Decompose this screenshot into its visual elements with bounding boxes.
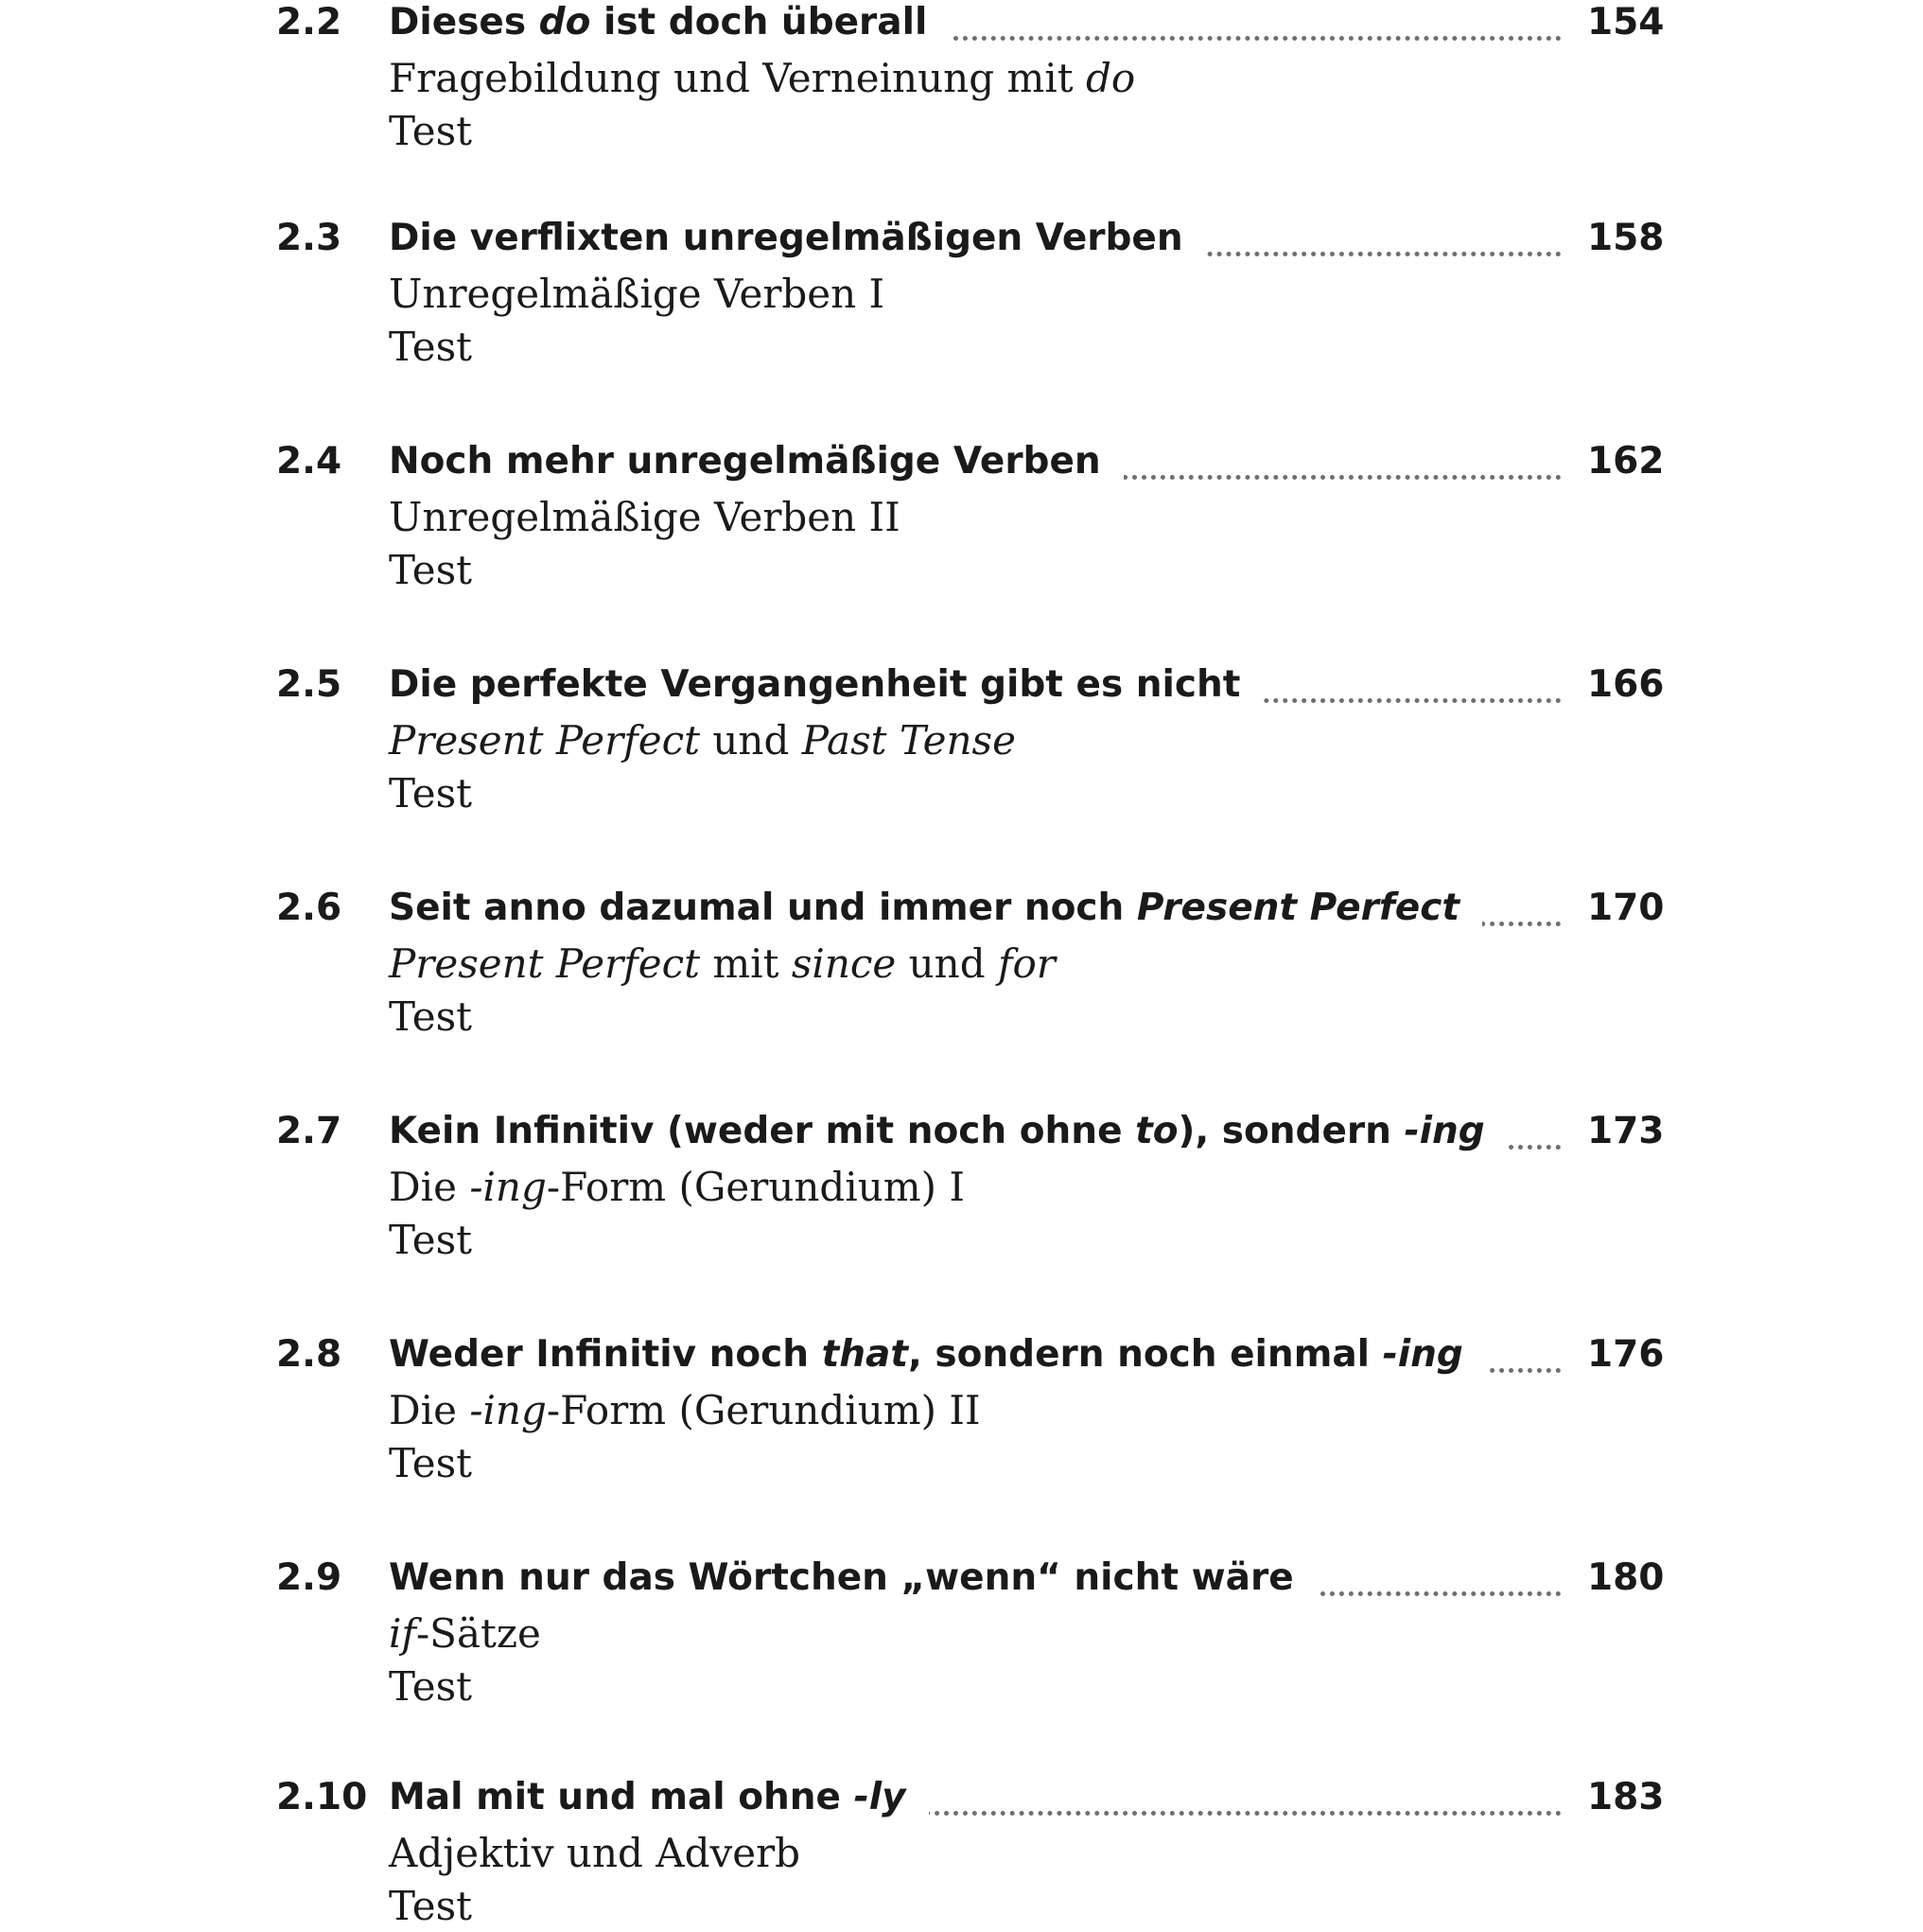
subtitle-text: Die [389, 1387, 470, 1433]
section-test-label: Test [389, 1663, 473, 1710]
subtitle-text-italic: for [997, 940, 1056, 987]
page-number: 162 [1587, 440, 1665, 483]
section-subtitle [389, 1385, 981, 1436]
section-number: 2.4 [276, 440, 342, 483]
subtitle-text-italic: if [389, 1610, 416, 1657]
title-text: Kein Infinitiv (weder mit noch ohne [389, 1110, 1136, 1152]
section-subtitle [389, 53, 1135, 104]
title-text-italic: -ing [1404, 1110, 1485, 1152]
page-number: 176 [1587, 1333, 1665, 1376]
page-number: 183 [1587, 1776, 1665, 1818]
section-number: 2.6 [276, 887, 342, 929]
section-title [389, 437, 1124, 486]
title-text-italic: to [1135, 1110, 1179, 1152]
toc-entry-heading [0, 660, 1923, 717]
section-subtitle [389, 1828, 800, 1879]
page-number: 173 [1587, 1110, 1665, 1152]
page-number: 170 [1587, 887, 1665, 929]
section-test-label: Test [389, 108, 473, 154]
title-text: Die perfekte Vergangenheit gibt es nicht [389, 663, 1241, 706]
subtitle-text-italic: -ing [469, 1164, 547, 1210]
section-number: 2.10 [276, 1776, 368, 1818]
subtitle-text: Unregelmäßige Verben II [389, 494, 900, 540]
section-number: 2.7 [276, 1110, 342, 1152]
subtitle-text-italic: do [1085, 55, 1136, 101]
title-text: ist doch überall [590, 1, 928, 44]
toc-entry-heading [0, 437, 1923, 494]
page-number: 180 [1587, 1556, 1665, 1599]
section-title [389, 1330, 1486, 1379]
toc-entry-heading [0, 214, 1923, 271]
section-title [389, 214, 1206, 263]
page-number: 158 [1587, 217, 1665, 259]
section-subtitle [389, 269, 884, 320]
subtitle-text: und [896, 940, 998, 987]
title-text: Dieses [389, 1, 539, 44]
title-text-italic: that [821, 1333, 908, 1376]
section-test-label: Test [389, 1883, 473, 1929]
section-test-label: Test [389, 1217, 473, 1263]
title-text: Noch mehr unregelmäßige Verben [389, 440, 1101, 483]
section-number: 2.2 [276, 1, 342, 44]
subtitle-text: -Form (Gerundium) I [546, 1164, 965, 1210]
section-number: 2.5 [276, 663, 342, 706]
title-text: , sondern noch einmal [907, 1333, 1383, 1376]
page-number: 166 [1587, 663, 1665, 706]
subtitle-text: -Sätze [415, 1610, 541, 1657]
subtitle-text: -Form (Gerundium) II [546, 1387, 981, 1433]
subtitle-text: Unregelmäßige Verben I [389, 271, 885, 317]
section-subtitle [389, 492, 900, 543]
toc-entry-heading [0, 1554, 1923, 1610]
section-subtitle [389, 1608, 541, 1660]
section-subtitle [389, 1162, 965, 1213]
toc-entry-heading [0, 1330, 1923, 1387]
subtitle-text-italic: -ing [469, 1387, 547, 1433]
subtitle-text: Adjektiv und Adverb [389, 1830, 801, 1876]
title-text-italic: do [538, 1, 591, 44]
title-text: Die verflixten unregelmäßigen Verben [389, 217, 1183, 259]
page-number: 154 [1587, 1, 1665, 44]
title-text: Weder Infinitiv noch [389, 1333, 822, 1376]
section-title [389, 884, 1482, 933]
toc-entry-heading [0, 0, 1923, 55]
section-test-label: Test [389, 324, 473, 370]
title-text: ), sondern [1178, 1110, 1405, 1152]
title-text: Seit anno dazumal und immer noch [389, 887, 1137, 929]
subtitle-text: Die [389, 1164, 470, 1210]
title-text-italic: Present Perfect [1136, 887, 1460, 929]
section-title [389, 0, 950, 47]
title-text: Wenn nur das Wörtchen „wenn“ nicht wäre [389, 1556, 1294, 1599]
subtitle-text-italic: Present Perfect [389, 717, 700, 764]
title-text-italic: -ly [853, 1776, 906, 1818]
section-test-label: Test [389, 547, 473, 593]
section-test-label: Test [389, 770, 473, 817]
toc-entry-heading [0, 884, 1923, 940]
section-subtitle [389, 715, 1016, 766]
subtitle-text: Fragebildung und Verneinung mit [389, 55, 1086, 101]
subtitle-text-italic: since [791, 940, 897, 987]
subtitle-text-italic: Present Perfect [389, 940, 700, 987]
title-text-italic: -ing [1382, 1333, 1463, 1376]
section-title [389, 1773, 929, 1822]
subtitle-text: und [700, 717, 802, 764]
section-subtitle [389, 939, 1056, 990]
section-title [389, 1107, 1508, 1156]
section-number: 2.9 [276, 1556, 342, 1599]
section-title [389, 1554, 1317, 1603]
toc-entry-heading [0, 1773, 1923, 1830]
section-number: 2.8 [276, 1333, 342, 1376]
section-test-label: Test [389, 993, 473, 1040]
toc-entry-heading [0, 1107, 1923, 1164]
subtitle-text-italic: Past Tense [801, 717, 1016, 764]
subtitle-text: mit [700, 940, 792, 987]
section-number: 2.3 [276, 217, 342, 259]
section-title [389, 660, 1263, 710]
section-test-label: Test [389, 1440, 473, 1486]
title-text: Mal mit und mal ohne [389, 1776, 854, 1818]
